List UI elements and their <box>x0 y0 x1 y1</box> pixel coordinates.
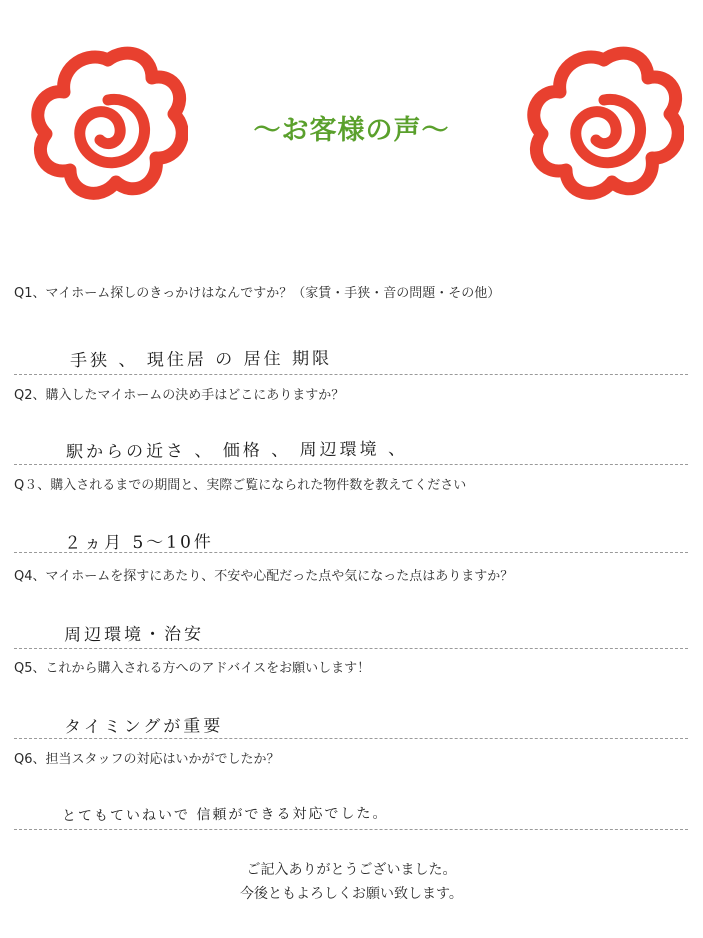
answer-3: ２ヵ月 5〜10件 <box>63 532 214 554</box>
answer-4-rule <box>14 648 688 649</box>
answer-2-rule <box>14 464 688 465</box>
closing-message <box>0 858 703 906</box>
question-4: Q4、マイホームを探すにあたり、不安や心配だった点や気になった点はありますか？ <box>14 569 514 584</box>
answer-1: 手狭 、 現住居 の 居住 期限 <box>69 348 333 372</box>
answer-4: 周辺環境・治安 <box>63 624 205 646</box>
answer-5: タイミングが重要 <box>63 716 224 738</box>
answer-6-rule <box>14 829 688 830</box>
question-5: Q5、これから購入される方へのアドバイスをお願いします！ <box>14 661 371 676</box>
answer-6: とてもていねいで 信頼ができる対応でした。 <box>61 805 389 825</box>
question-1: Q1、マイホーム探しのきっかけはなんですか？（家賃・手狭・音の問題・その他） <box>14 286 501 301</box>
closing-line-2: 今後ともよろしくお願い致します。 <box>240 886 463 902</box>
question-6: Q6、担当スタッフの対応はいかがでしたか？ <box>14 752 280 767</box>
question-3: Q３、購入されるまでの期間と、実際ご覧になられた物件数を教えてください <box>14 478 467 493</box>
answer-3-rule <box>14 552 688 553</box>
question-2: Q2、購入したマイホームの決め手はどこにありますか？ <box>14 388 345 403</box>
answer-2: 駅からの近さ 、 価格 、 周辺環境 、 <box>65 439 409 463</box>
closing-line-1: ご記入ありがとうございました。 <box>246 862 457 878</box>
answer-5-rule <box>14 738 688 739</box>
page-title: 〜お客様の声〜 <box>253 115 450 146</box>
answer-1-rule <box>14 374 688 375</box>
